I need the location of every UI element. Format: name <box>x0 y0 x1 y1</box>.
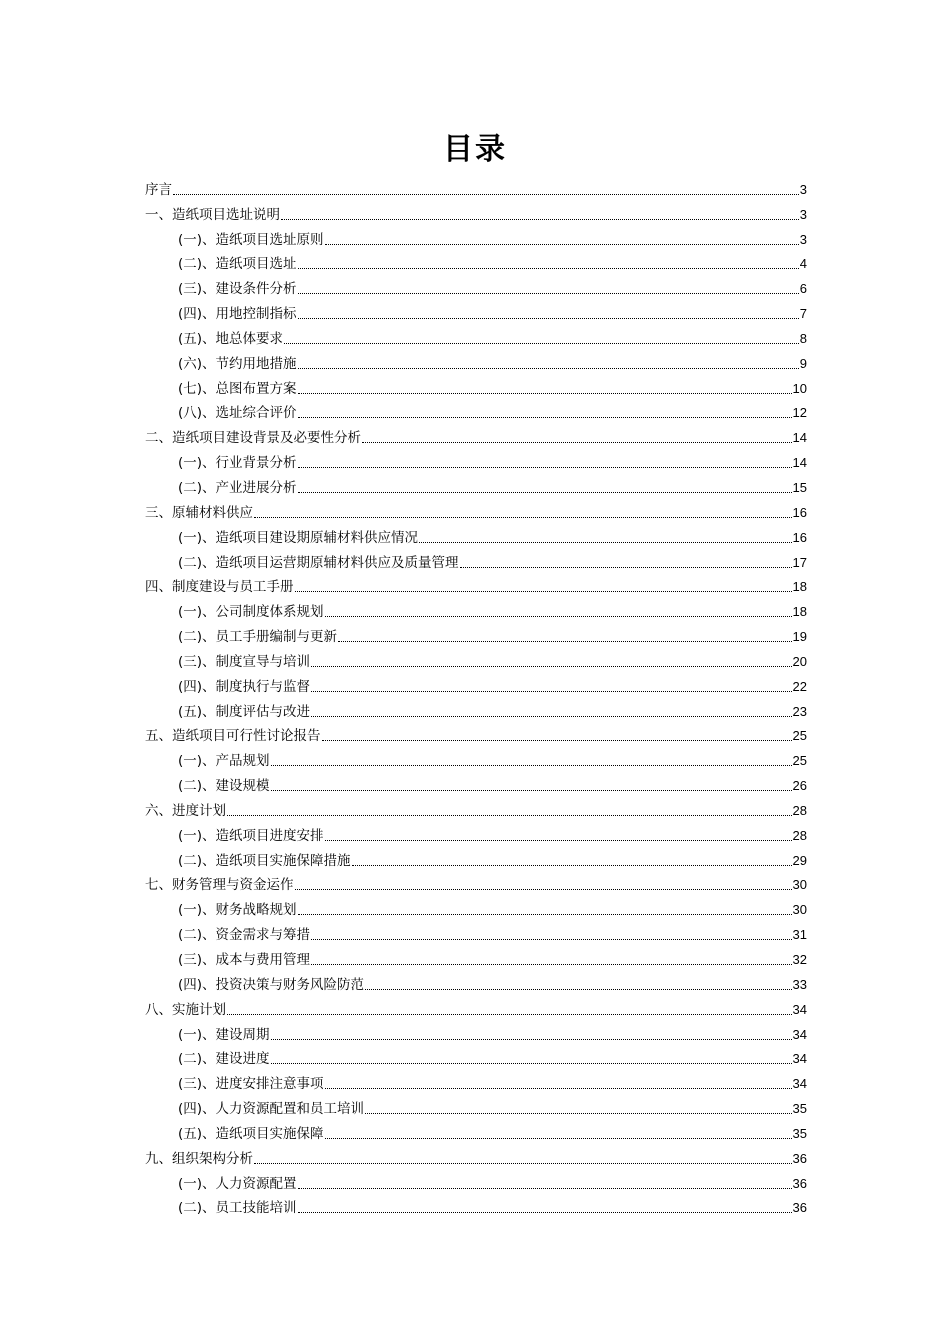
dot-leader <box>271 790 792 791</box>
dot-leader <box>284 343 799 344</box>
dot-leader <box>281 219 799 220</box>
toc-entry-title: (一)、财务战略规划 <box>178 902 297 919</box>
toc-entry-title: (二)、员工技能培训 <box>178 1200 297 1217</box>
toc-entry-title: (一)、产品规划 <box>178 753 270 770</box>
toc-page-number: 28 <box>792 802 807 818</box>
toc-section-entry[interactable] <box>145 1093 807 1118</box>
toc-page-number: 36 <box>792 1150 807 1166</box>
toc-entry-title: (二)、产业进展分析 <box>178 479 297 496</box>
dot-leader <box>365 1113 791 1114</box>
dot-leader <box>311 691 791 692</box>
toc-section-entry[interactable] <box>145 373 807 398</box>
dot-leader <box>311 716 791 717</box>
toc-page-number: 32 <box>792 952 807 967</box>
toc-page-number: 30 <box>792 902 807 918</box>
toc-section-entry[interactable] <box>145 621 807 646</box>
toc-chapter-entry[interactable] <box>145 994 807 1019</box>
toc-page-number: 18 <box>792 604 807 620</box>
toc-entry-title: (四)、人力资源配置和员工培训 <box>178 1101 365 1118</box>
toc-entry-title: (三)、成本与费用管理 <box>178 952 311 968</box>
toc-entry-title: (二)、造纸项目运营期原辅材料供应及质量管理 <box>178 554 459 571</box>
dot-leader <box>325 1138 792 1139</box>
toc-section-entry[interactable] <box>145 1019 807 1044</box>
toc-section-entry[interactable] <box>145 398 807 423</box>
toc-page-number: 14 <box>792 455 807 471</box>
toc-section-entry[interactable] <box>145 894 807 919</box>
toc-section-entry[interactable] <box>145 1118 807 1143</box>
toc-page-number: 34 <box>792 1051 807 1067</box>
toc-page-number: 15 <box>792 479 807 495</box>
dot-leader <box>460 567 792 568</box>
toc-section-entry[interactable] <box>145 348 807 373</box>
dot-leader <box>173 194 799 195</box>
toc-entry-title: (四)、投资决策与财务风险防范 <box>178 976 365 993</box>
toc-page-number: 25 <box>792 728 807 744</box>
toc-entry-title: (三)、制度宣导与培训 <box>178 653 311 670</box>
toc-entry-title: 一、造纸项目选址说明 <box>145 206 280 223</box>
dot-leader <box>298 368 799 369</box>
toc-page-number: 16 <box>792 504 807 520</box>
toc-entry-title: (一)、人力资源配置 <box>178 1175 297 1192</box>
toc-page-number: 3 <box>799 181 807 197</box>
toc-section-entry[interactable] <box>145 472 807 497</box>
toc-page-number: 6 <box>799 281 807 297</box>
toc-entry-title: (八)、选址综合评价 <box>178 405 297 422</box>
toc-page-number: 10 <box>792 380 807 396</box>
toc-page-number: 12 <box>792 405 807 421</box>
toc-page-number: 7 <box>799 306 807 322</box>
dot-leader <box>362 442 792 443</box>
toc-entry-title: (六)、节约用地措施 <box>178 355 297 372</box>
toc-entry-title: 八、实施计划 <box>145 1001 226 1018</box>
toc-page-number: 23 <box>792 703 807 719</box>
toc-section-entry[interactable] <box>145 224 807 249</box>
toc-page-number: 22 <box>792 678 807 694</box>
toc-entry-title: (七)、总图布置方案 <box>178 380 297 397</box>
toc-page-number: 35 <box>792 1101 807 1117</box>
toc-section-entry[interactable] <box>145 969 807 994</box>
toc-entry-title: (一)、公司制度体系规划 <box>178 604 324 621</box>
toc-entry-title: 六、进度计划 <box>145 802 226 819</box>
dot-leader <box>227 815 792 816</box>
toc-entry-title: (三)、进度安排注意事项 <box>178 1076 324 1093</box>
dot-leader <box>311 964 791 965</box>
toc-entry-title: (二)、造纸项目实施保障措施 <box>178 852 351 869</box>
dot-leader <box>311 666 791 667</box>
toc-section-entry[interactable] <box>145 1193 807 1218</box>
toc-chapter-entry[interactable] <box>145 721 807 746</box>
toc-entry-title: (一)、造纸项目进度安排 <box>178 827 324 844</box>
toc-entry-title: (一)、造纸项目建设期原辅材料供应情况 <box>178 529 419 546</box>
dot-leader <box>325 840 792 841</box>
toc-section-entry[interactable] <box>145 273 807 298</box>
dot-leader <box>298 1188 792 1189</box>
toc-page-number: 34 <box>792 1001 807 1017</box>
toc-entry-title: (三)、建设条件分析 <box>178 281 297 298</box>
toc-entry-title: (一)、造纸项目选址原则 <box>178 231 324 248</box>
toc-page-number: 34 <box>792 1076 807 1092</box>
toc-page-number: 4 <box>799 256 807 272</box>
dot-leader <box>298 1212 792 1213</box>
toc-page-number: 25 <box>792 753 807 769</box>
toc-page-number: 17 <box>792 554 807 570</box>
toc-entry-title: 序言 <box>145 181 172 198</box>
toc-section-entry[interactable] <box>145 522 807 547</box>
toc-entry-title: 九、组织架构分析 <box>145 1150 253 1167</box>
toc-entry-title: 三、原辅材料供应 <box>145 504 253 521</box>
toc-chapter-entry[interactable] <box>145 422 807 447</box>
toc-page-number: 16 <box>792 529 807 545</box>
toc-page-number: 31 <box>792 927 807 943</box>
toc-page-number: 33 <box>792 976 807 992</box>
toc-chapter-entry[interactable] <box>145 870 807 895</box>
toc-entry-title: (四)、制度执行与监督 <box>178 678 311 695</box>
toc-entry-title: (二)、资金需求与筹措 <box>178 927 311 944</box>
toc-section-entry[interactable] <box>145 919 807 944</box>
dot-leader <box>419 542 791 543</box>
dot-leader <box>298 914 792 915</box>
toc-page-number: 9 <box>799 355 807 371</box>
toc-section-entry[interactable] <box>145 547 807 572</box>
toc-page-number: 20 <box>792 653 807 669</box>
toc-page-number: 29 <box>792 852 807 868</box>
toc-entry-title: (二)、造纸项目选址 <box>178 256 297 273</box>
toc-section-entry[interactable] <box>145 596 807 621</box>
dot-leader <box>271 1063 792 1064</box>
toc-entry-title: 七、财务管理与资金运作 <box>145 877 294 894</box>
toc-page-number: 19 <box>792 629 807 645</box>
toc-section-entry[interactable] <box>145 298 807 323</box>
toc-entry-title: 四、制度建设与员工手册 <box>145 579 294 596</box>
dot-leader <box>295 889 792 890</box>
toc-page-number: 34 <box>792 1026 807 1042</box>
toc-section-entry[interactable] <box>145 944 807 969</box>
toc-page-number: 36 <box>792 1175 807 1191</box>
dot-leader <box>325 616 792 617</box>
dot-leader <box>271 765 792 766</box>
toc-page-number: 14 <box>792 430 807 446</box>
toc-chapter-entry[interactable] <box>145 1143 807 1168</box>
dot-leader <box>298 318 799 319</box>
dot-leader <box>352 865 792 866</box>
toc-chapter-entry[interactable] <box>145 795 807 820</box>
toc-page-number: 35 <box>792 1125 807 1141</box>
toc-section-entry[interactable] <box>145 447 807 472</box>
toc-section-entry[interactable] <box>145 323 807 348</box>
toc-entry-title: (一)、行业背景分析 <box>178 455 297 472</box>
dot-leader <box>295 591 792 592</box>
toc-entry-title: (五)、地总体要求 <box>178 330 284 347</box>
toc-section-entry[interactable] <box>145 745 807 770</box>
toc-chapter-entry[interactable] <box>145 497 807 522</box>
toc-page-number: 3 <box>799 206 807 222</box>
toc-chapter-entry[interactable] <box>145 572 807 597</box>
toc-page-number: 30 <box>792 877 807 893</box>
dot-leader <box>322 740 792 741</box>
dot-leader <box>298 293 799 294</box>
dot-leader <box>271 1039 792 1040</box>
toc-section-entry[interactable] <box>145 646 807 671</box>
dot-leader <box>254 517 792 518</box>
toc-chapter-entry[interactable] <box>145 174 807 199</box>
toc-entry-title: (一)、建设周期 <box>178 1026 270 1043</box>
toc-page-number: 28 <box>792 827 807 843</box>
toc-section-entry[interactable] <box>145 671 807 696</box>
dot-leader <box>254 1163 792 1164</box>
dot-leader <box>365 989 791 990</box>
toc-page-number: 36 <box>792 1200 807 1216</box>
dot-leader <box>311 939 791 940</box>
toc-section-entry[interactable] <box>145 696 807 721</box>
toc-entry-title: 五、造纸项目可行性讨论报告 <box>145 728 321 745</box>
toc-section-entry[interactable] <box>145 820 807 845</box>
toc-entry-title: (五)、造纸项目实施保障 <box>178 1125 324 1142</box>
page-title: 目录 <box>443 132 507 167</box>
dot-leader <box>298 268 799 269</box>
dot-leader <box>298 467 792 468</box>
toc-section-entry[interactable] <box>145 1068 807 1093</box>
toc-entry-title: 二、造纸项目建设背景及必要性分析 <box>145 430 361 447</box>
table-of-contents <box>145 174 807 1217</box>
dot-leader <box>338 641 791 642</box>
toc-entry-title: (二)、建设规模 <box>178 778 270 795</box>
dot-leader <box>298 492 792 493</box>
toc-chapter-entry[interactable] <box>145 199 807 224</box>
toc-section-entry[interactable] <box>145 1168 807 1193</box>
toc-section-entry[interactable] <box>145 770 807 795</box>
toc-section-entry[interactable] <box>145 249 807 274</box>
toc-entry-title: (二)、员工手册编制与更新 <box>178 629 338 646</box>
toc-section-entry[interactable] <box>145 1044 807 1069</box>
toc-page-number: 3 <box>799 231 807 247</box>
dot-leader <box>227 1014 792 1015</box>
toc-section-entry[interactable] <box>145 845 807 870</box>
toc-entry-title: (二)、建设进度 <box>178 1051 270 1068</box>
dot-leader <box>298 393 792 394</box>
dot-leader <box>298 417 792 418</box>
toc-entry-title: (四)、用地控制指标 <box>178 306 297 323</box>
dot-leader <box>325 244 799 245</box>
toc-page-number: 26 <box>792 778 807 794</box>
dot-leader <box>325 1088 792 1089</box>
toc-page-number: 18 <box>792 579 807 595</box>
toc-entry-title: (五)、制度评估与改进 <box>178 703 311 720</box>
toc-page-number: 8 <box>799 330 807 346</box>
